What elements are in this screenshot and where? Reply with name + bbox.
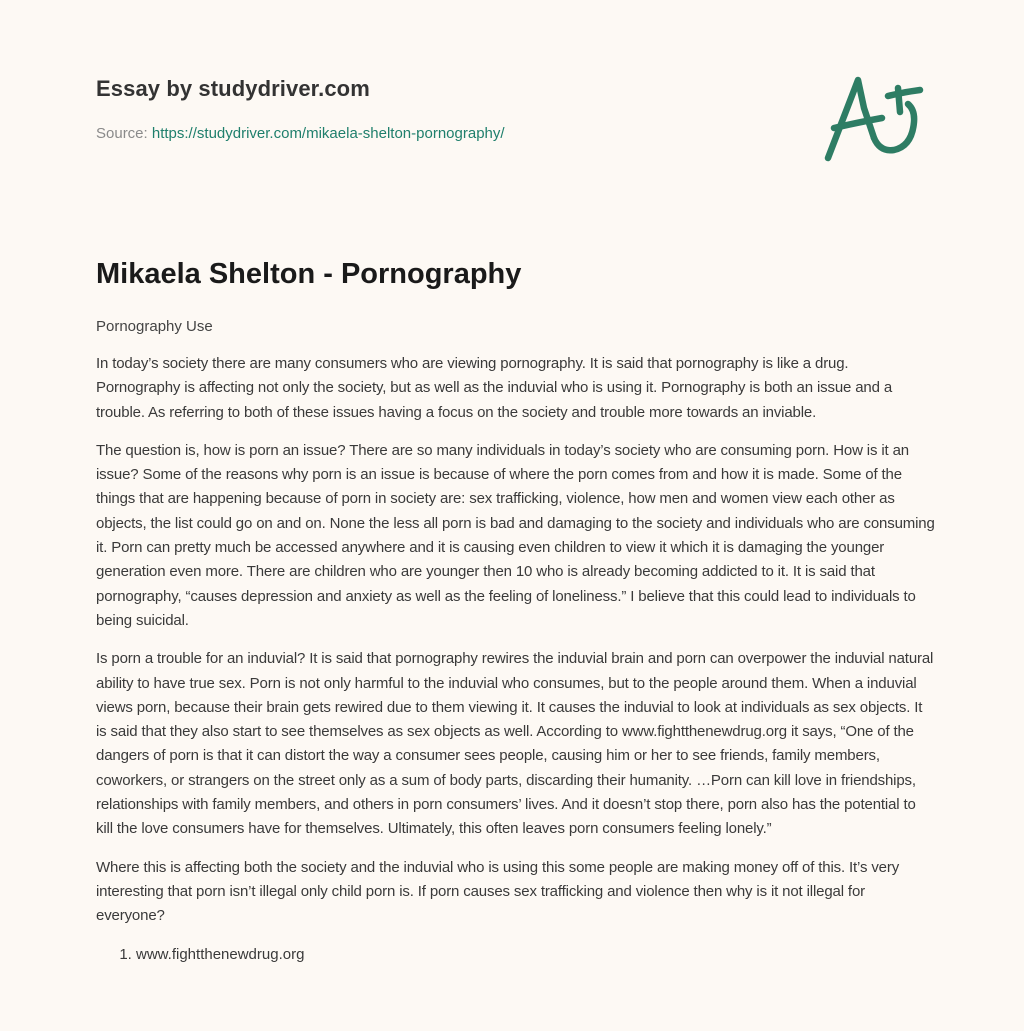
essay-title: Mikaela Shelton - Pornography	[96, 258, 522, 290]
source-line	[96, 124, 505, 144]
reference-item: 1. www.fightthenewdrug.org	[136, 943, 936, 967]
a-plus-grade-icon	[820, 66, 930, 166]
paragraph: In today’s society there are many consumers who are viewing pornography. It is said that pornography is like a drug. Pornography is affecting not only the society, but as well as the induvial who is using it. Pornography is both an issue and a trouble. As referring to both of these issues having a focus on the society and trouble more towards an inviable.	[96, 355, 893, 421]
paragraph: The question is, how is porn an issue? There are so many individuals in today’s society who are consuming porn. How is it an issue? Some of the reasons why porn is an issue is because of where the porn comes from and how it is made. Some of the things that are happening because of porn in society are: sex trafficking, violence, how men and women view each other as objects, the list could go on and on. None the less all porn is bad and damaging to the society and individuals who are consuming it. Porn can pretty much be accessed anywhere and it is causing even children to view it which it is damaging the younger generation even more. There are children who are younger then 10 who is already becoming addicted to it. It is said that pornography, “causes depression and anxiety as well as the feeling of loneliness.” I believe that this could lead to individuals to being suicidal.	[96, 441, 935, 629]
essay-subtitle: Pornography Use	[96, 318, 213, 335]
paragraph: Where this is affecting both the society and the induvial who is using this some people are making money off of this. It’s very interesting that porn isn’t illegal only child porn is. If porn causes sex trafficking and violence then why is it not illegal for everyone?	[96, 858, 900, 925]
paragraph: Is porn a trouble for an induvial? It is said that pornography rewires the induvial brain and porn can overpower the induvial natural ability to have true sex. Porn is not only harmful to the induvial who consumes, but to the people around them. When a induvial views porn, because their brain gets rewired due to them viewing it. It causes the induvial to look at individuals as sex objects. It is said that they also start to see themselves as sex objects as well. According to www.fightthenewdrug.org it says, “One of the dangers of porn is that it can distort the way a consumer sees people, causing him or her to see friends, family members, coworkers, or strangers on the street only as a sum of body parts, discarding their humanity. …Porn can kill love in friendships, relationships with family members, and others in porn consumers’ lives. And it doesn’t stop there, porn also has the potential to kill the love consumers have for themselves. Ultimately, this often leaves porn consumers feeling lonely.”	[96, 650, 934, 838]
references-list	[96, 943, 936, 967]
source-link[interactable]: https://studydriver.com/mikaela-shelton-pornography/	[151, 125, 505, 142]
source-label: Source:	[96, 125, 152, 142]
brand-title: Essay by studydriver.com	[96, 76, 370, 101]
essay-header	[96, 74, 936, 142]
essay-body	[96, 352, 936, 967]
